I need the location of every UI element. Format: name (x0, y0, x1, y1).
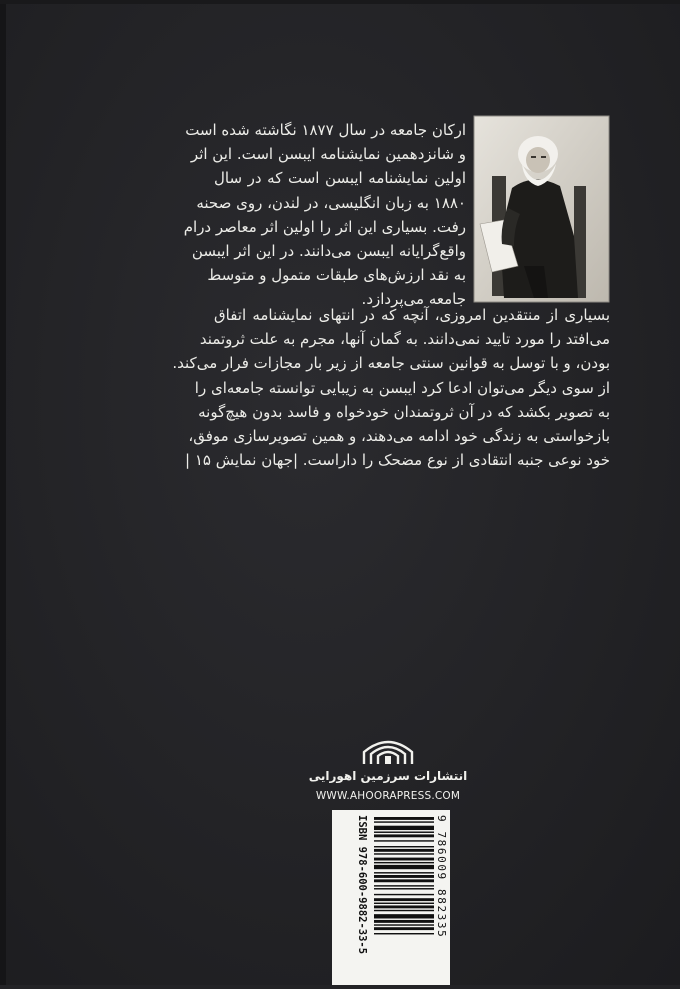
text-line: بودن، و با توسل به قوانین سنتی جامعه از زیر بار مجازات فرار می‌کند. (172, 354, 610, 373)
text-line: به تصویر بکشد که در آن ثروتمندان خودخواه و فاسد بدون هیچ‌گونه (198, 402, 610, 421)
barcode-bar (374, 853, 434, 854)
barcode-digits-text: 9 786009 882335 (435, 815, 448, 939)
barcode-bar (374, 840, 434, 841)
text-line: می‌افتد را مورد تایید نمی‌دانند. به گمان آنها، مجرم به علت ثروتمند (199, 330, 610, 349)
barcode-bar (374, 834, 434, 837)
barcode-bar (374, 872, 434, 873)
text-line: ۱۸۸۰ به زبان انگلیسی، در لندن، روی صحنه (196, 193, 466, 212)
barcode-bar (374, 849, 434, 852)
isbn-barcode (374, 815, 434, 985)
text-line: رفت. بسیاری این اثر را اولین اثر معاصر درام (183, 217, 466, 236)
text-line: ارکان جامعه در سال ۱۸۷۷ نگاشته شده است (185, 121, 466, 139)
barcode-bar (374, 927, 434, 930)
barcode-bar (374, 875, 434, 878)
barcode-bar (374, 910, 434, 911)
portrait-illustration (474, 116, 609, 302)
text-line: بسیاری از منتقدین امروزی، آنچه که در انتهای نمایشنامه اتفاق (214, 306, 610, 324)
barcode-bar (374, 832, 434, 833)
author-portrait-photo (474, 116, 609, 302)
top-edge (0, 0, 680, 4)
text-line: واقع‌گرایانه ایبسن می‌دانند. در این اثر ایبسن (191, 242, 466, 261)
text-line: خود نوعی جنبه انتقادی از نوع مضحک را داراست. |جهان نمایش ۱۵ | (184, 451, 610, 470)
barcode-bar (374, 905, 434, 908)
barcode-bar (374, 920, 434, 923)
text-line: و شانزدهمین نمایشنامه ایبسن است. این اثر (190, 145, 466, 164)
text-line: جامعه می‌پردازد. (361, 290, 466, 309)
barcode-bar (374, 933, 434, 934)
barcode-bar (374, 903, 434, 904)
barcode-bar (374, 846, 434, 847)
barcode-bars (374, 815, 434, 985)
barcode-bar (374, 826, 434, 830)
barcode-bar (374, 898, 434, 901)
barcode-bar (374, 858, 434, 861)
isbn-label-text: ISBN 978-600-9882-33-5 (356, 815, 368, 955)
barcode-bar (374, 885, 434, 886)
barcode-bar (374, 914, 434, 918)
text-line: از سوی دیگر می‌توان ادعا کرد ایبسن به زیبایی توانسته جامعه‌ای را (194, 378, 610, 397)
publisher-website[interactable]: WWW.AHOORAPRESS.COM (315, 790, 461, 802)
text-line: اولین نمایشنامه ایبسن است که در سال (214, 169, 466, 188)
barcode-bar (374, 888, 434, 889)
isbn-label (356, 815, 366, 981)
description-paragraph-2 (172, 303, 610, 472)
text-line: بازخواستی به زندگی خود ادامه می‌دهند، و همین تصویرسازی موفق، (188, 427, 610, 446)
barcode-bar (374, 879, 434, 882)
description-paragraph-1 (183, 118, 466, 312)
publisher-logo-arch-icon (358, 730, 418, 766)
barcode-bar (374, 924, 434, 925)
barcode-bar (374, 865, 434, 869)
barcode-bar (374, 821, 434, 822)
barcode-bar (374, 862, 434, 863)
publisher-name: انتشارات سرزمین اهورایی (308, 769, 468, 783)
barcode-bar (374, 894, 434, 895)
text-line: به نقد ارزش‌های طبقات متمول و متوسط (207, 266, 466, 285)
barcode-digits (436, 815, 448, 981)
barcode-bar (374, 817, 434, 820)
spine-edge (0, 0, 6, 985)
